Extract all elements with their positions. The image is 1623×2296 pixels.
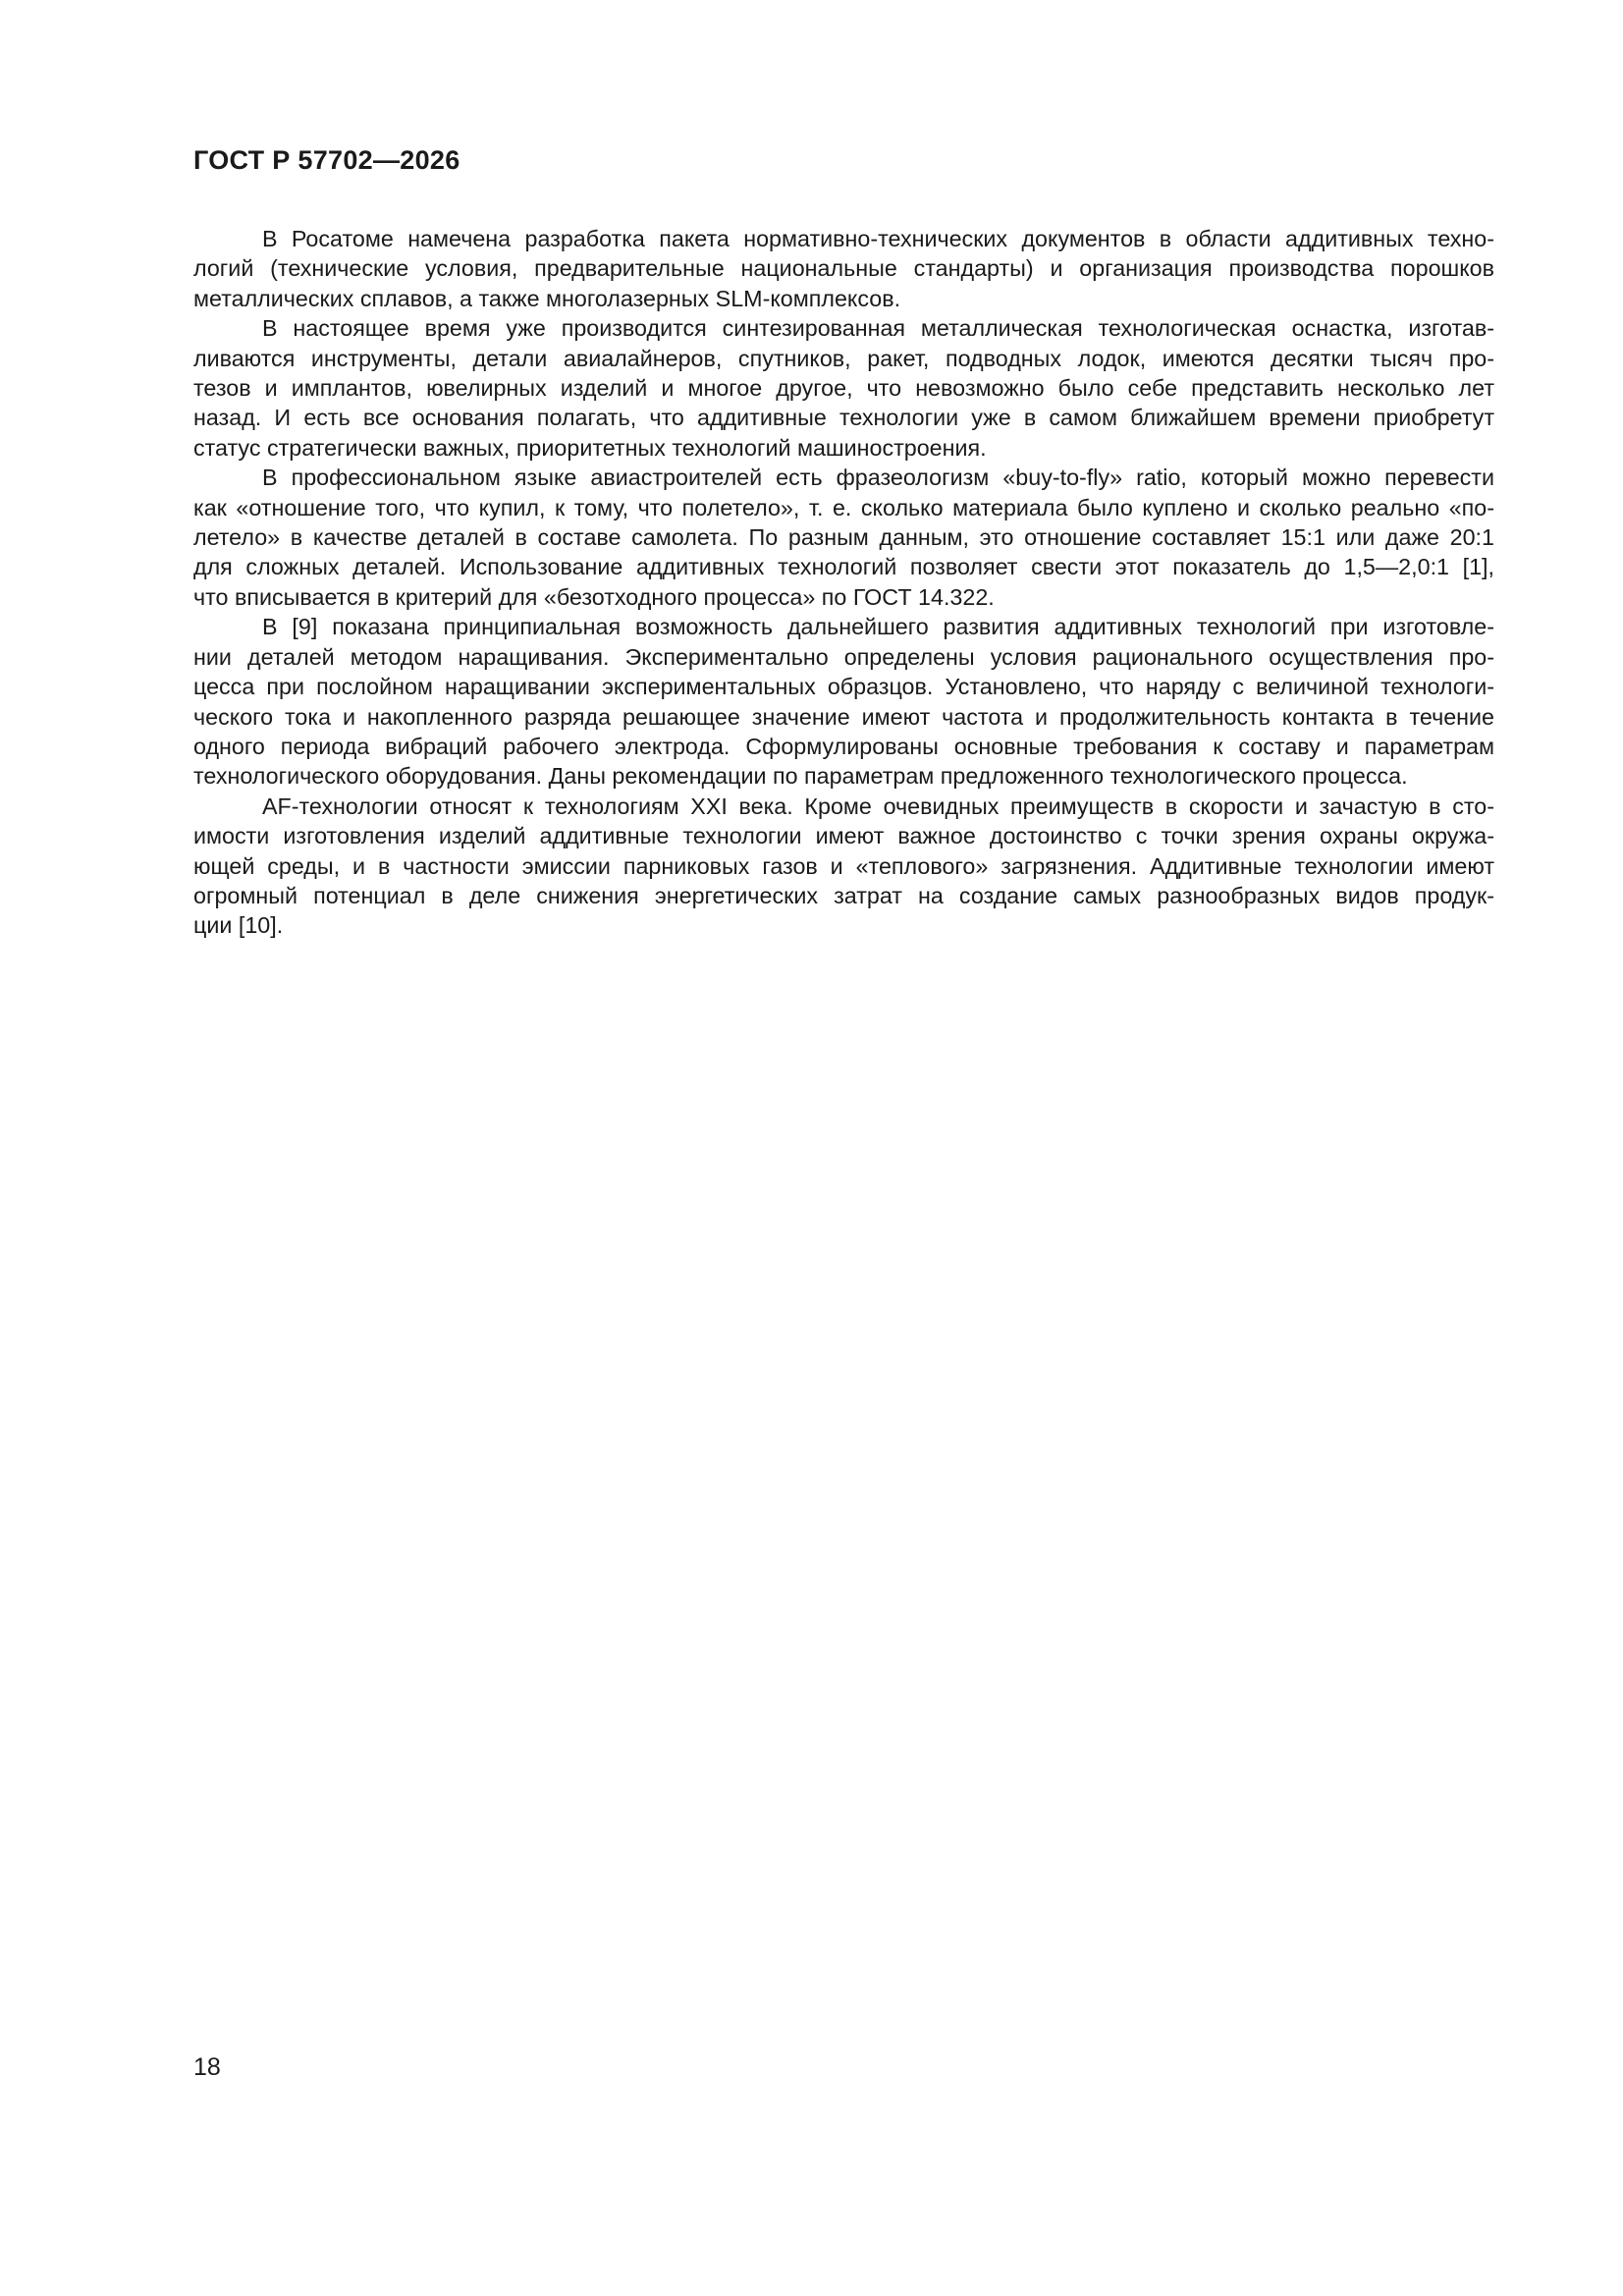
text-line: ческого тока и накопленного разряда решающее значение имеют частота и продолжительность контакта в течение (193, 703, 1494, 730)
paragraph-reference-9 (193, 612, 1494, 791)
text-line: В [9] показана принципиальная возможность дальнейшего развития аддитивных технологий при изготовле- (262, 614, 1494, 640)
text-line: как «отношение того, что купил, к тому, что полетело», т. е. сколько материала было куплено и сколько реально «по- (193, 494, 1494, 520)
text-line: тезов и имплантов, ювелирных изделий и многое другое, что невозможно было себе представить несколько лет (193, 375, 1494, 402)
paragraph-buy-to-fly (193, 463, 1494, 612)
text-line: В профессиональном языке авиастроителей есть фразеологизм «buy-to-fly» ratio, который можно перевести (262, 465, 1494, 491)
document-standard-id: ГОСТ Р 57702—2026 (193, 145, 460, 175)
text-line: летело» в качестве деталей в составе самолета. По разным данным, это отношение составляет 15:1 или даже 20:1 (193, 524, 1494, 551)
text-line: В настоящее время уже производится синтезированная металлическая технологическая оснастка, изготав- (262, 315, 1494, 342)
text-line: огромный потенциал в деле снижения энергетических затрат на создание самых разнообразных видов продук- (193, 882, 1494, 908)
text-line: назад. И есть все основания полагать, что аддитивные технологии уже в самом ближайшем времени приобретут (193, 405, 1494, 431)
text-line: имости изготовления изделий аддитивные технологии имеют важное достоинство с точки зрения охраны окружа- (193, 823, 1494, 849)
paragraph-current-state (193, 313, 1494, 463)
text-line: ливаются инструменты, детали авиалайнеров, спутников, ракет, подводных лодок, имеются десятки тысяч про- (193, 345, 1494, 371)
paragraph-rosatom (193, 224, 1494, 313)
document-body (193, 224, 1494, 941)
text-line: одного периода вибраций рабочего электрода. Сформулированы основные требования к составу и параметрам (193, 733, 1494, 759)
text-line: ции [10]. (193, 912, 284, 939)
text-line: технологического оборудования. Даны рекомендации по параметрам предложенного технологического процесса. (193, 763, 1408, 790)
text-line: логий (технические условия, предварительные национальные стандарты) и организация производства порошков (193, 255, 1494, 282)
text-line: металлических сплавов, а также многолазерных SLM-комплексов. (193, 285, 901, 311)
paragraph-af-technologies (193, 792, 1494, 941)
text-line: нии деталей методом наращивания. Экспериментально определены условия рационального осуществления про- (193, 643, 1494, 670)
page-number: 18 (193, 2053, 221, 2081)
text-line: статус стратегически важных, приоритетных технологий машиностроения. (193, 434, 987, 461)
text-line: что вписывается в критерий для «безотходного процесса» по ГОСТ 14.322. (193, 583, 995, 610)
text-line: для сложных деталей. Использование аддитивных технологий позволяет свести этот показатель до 1,5—2,0:1 [1], (193, 554, 1494, 580)
text-line: ющей среды, и в частности эмиссии парниковых газов и «теплового» загрязнения. Аддитивные технологии имеют (193, 852, 1494, 879)
text-line: В Росатоме намечена разработка пакета нормативно-технических документов в области аддитивных техно- (262, 226, 1494, 251)
text-line: цесса при послойном наращивании экспериментальных образцов. Установлено, что наряду с величиной технологи- (193, 674, 1494, 700)
text-line: AF-технологии относят к технологиям XXI века. Кроме очевидных преимуществ в скорости и зачастую в сто- (262, 793, 1494, 819)
